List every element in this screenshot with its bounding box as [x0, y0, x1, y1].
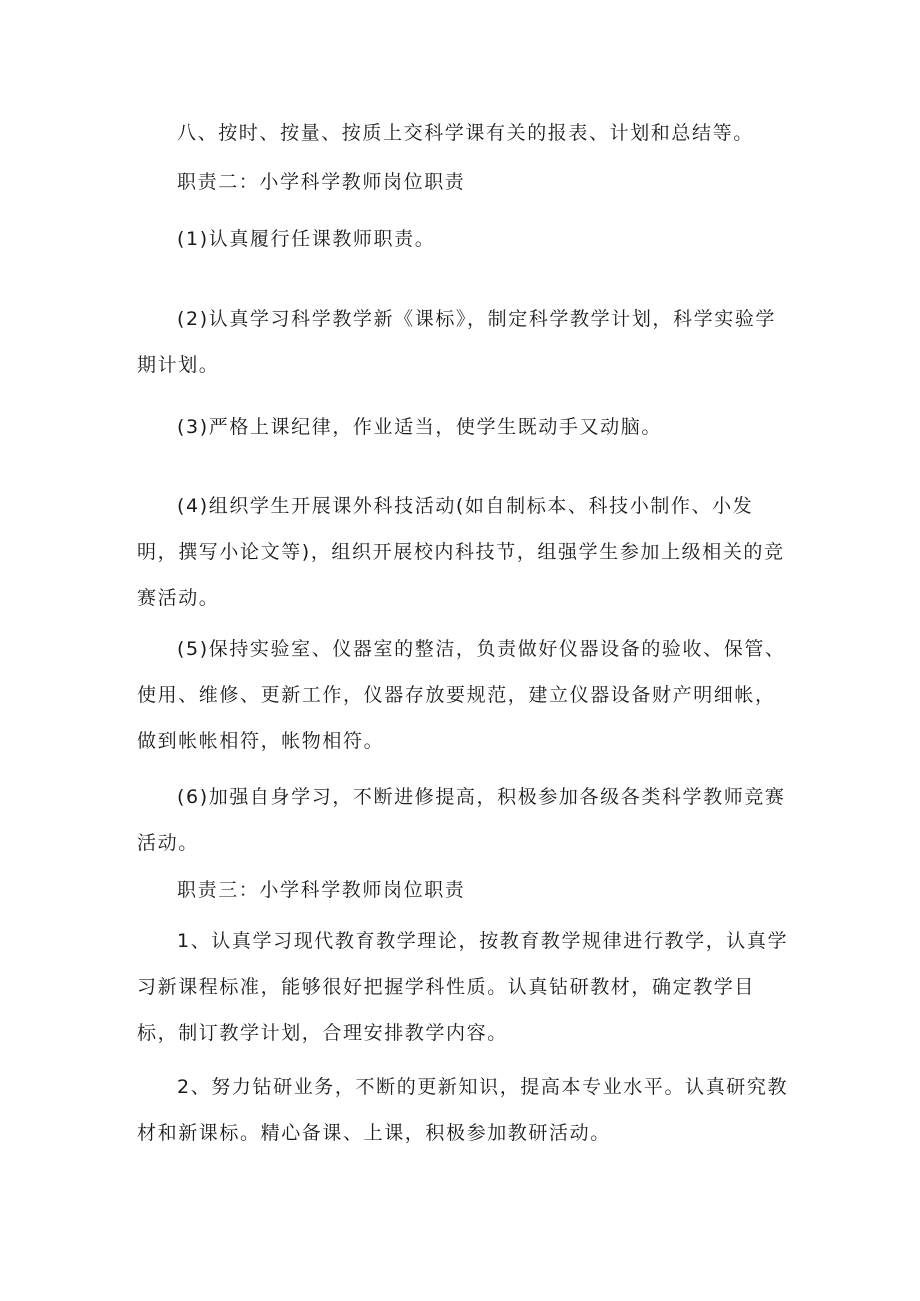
paragraph-duty-3-2: 2、努力钻研业务，不断的更新知识，提高本专业水平。认真研究教材和新课标。精心备课、上课，积极参加教研活动。: [137, 1076, 789, 1144]
paragraph-duty-2-4: (4)组织学生开展课外科技活动(如自制标本、科技小制作、小发明，撰写小论文等)，组织开展校内科技节，组强学生参加上级相关的竞赛活动。: [137, 495, 785, 609]
paragraph-item-8: 八、按时、按量、按质上交科学课有关的报表、计划和总结等。: [177, 122, 754, 144]
section-heading-duty-3: 职责三：小学科学教师岗位职责: [177, 879, 466, 901]
paragraph-duty-2-3: (3)严格上课纪律，作业适当，使学生既动手又动脑。: [177, 416, 662, 438]
paragraph-duty-3-1: 1、认真学习现代教育教学理论，按教育教学规律进行教学，认真学习新课程标准，能够很好把握学科性质。认真钻研教材，确定教学目标，制订教学计划，合理安排教学内容。: [137, 930, 789, 1044]
paragraph-duty-2-6: (6)加强自身学习，不断进修提高，积极参加各级各类科学教师竞赛活动。: [137, 786, 786, 854]
paragraph-duty-2-1: (1)认真履行任课教师职责。: [177, 228, 436, 250]
paragraph-duty-2-5: (5)保持实验室、仪器室的整洁，负责做好仪器设备的验收、保管、使用、维修、更新工作，仪器存放要规范，建立仪器设备财产明细帐，做到帐帐相符，帐物相符。: [137, 638, 786, 752]
paragraph-duty-2-2: (2)认真学习科学教学新《课标》，制定科学教学计划，科学实验学期计划。: [137, 308, 777, 376]
section-heading-duty-2: 职责二：小学科学教师岗位职责: [177, 171, 466, 193]
